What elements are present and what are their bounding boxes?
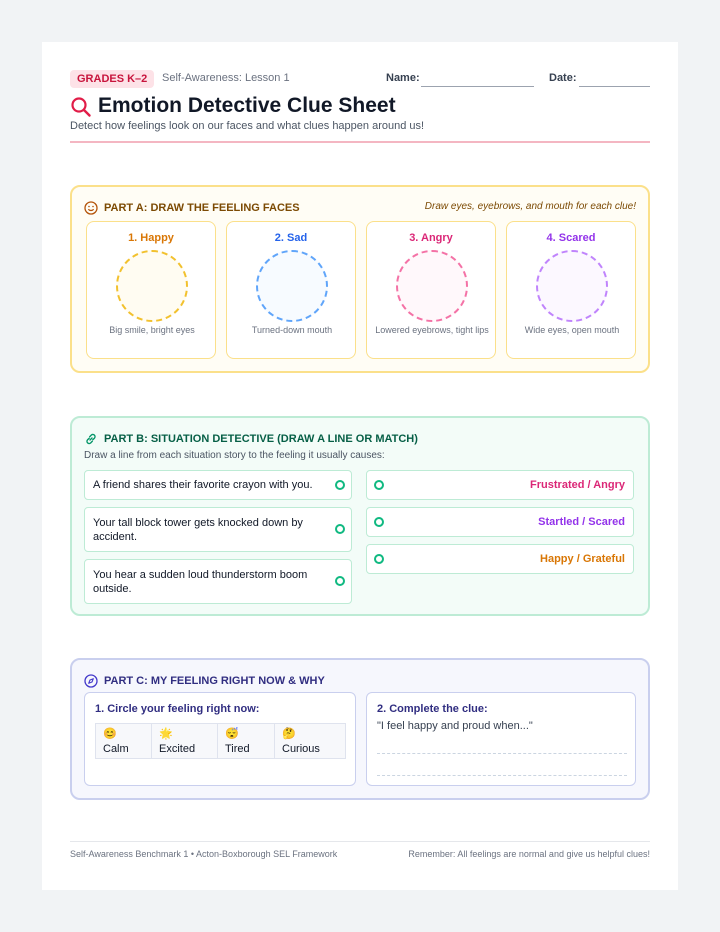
part-b-section <box>70 416 650 616</box>
magnifier-icon <box>70 96 92 118</box>
feeling-label: Startled / Scared <box>538 516 625 528</box>
match-dot[interactable] <box>335 576 345 586</box>
situation-card <box>84 559 352 604</box>
face-drawing-area[interactable] <box>256 250 328 322</box>
part-b-title: PART B: SITUATION DETECTIVE (DRAW A LINE OR MATCH) <box>104 433 418 445</box>
option-label: Tired <box>225 743 250 755</box>
part-b-instruction: Draw a line from each situation story to the feeling it usually causes: <box>84 450 385 461</box>
face-hint: Turned-down mouth <box>251 325 333 335</box>
worksheet-page <box>42 42 678 890</box>
feeling-label: Happy / Grateful <box>540 553 625 565</box>
feeling-label: Frustrated / Angry <box>530 479 625 491</box>
feeling-card <box>366 544 634 574</box>
link-icon <box>84 432 98 446</box>
face-drawing-area[interactable] <box>396 250 468 322</box>
face-hint: Wide eyes, open mouth <box>524 325 620 335</box>
clue-card <box>366 692 636 786</box>
part-c-section <box>70 658 650 800</box>
face-label: 4. Scared <box>546 232 596 244</box>
situation-text: You hear a sudden loud thunderstorm boom outside. <box>93 568 308 595</box>
part-a-instruction: Draw eyes, eyebrows, and mouth for each clue! <box>424 201 636 212</box>
face-drawing-area[interactable] <box>116 250 188 322</box>
compass-icon <box>84 674 98 688</box>
option-label: Curious <box>282 743 320 755</box>
header-row <box>70 70 650 88</box>
part-a-section <box>70 185 650 373</box>
face-label: 1. Happy <box>128 232 174 244</box>
face-hint: Big smile, bright eyes <box>109 325 195 335</box>
name-field[interactable] <box>421 86 534 87</box>
feeling-option-curious[interactable] <box>274 723 346 759</box>
date-field[interactable] <box>579 86 650 87</box>
face-card-scared <box>506 221 636 359</box>
lesson-label: Self-Awareness: Lesson 1 <box>162 72 290 84</box>
clue-prompt: "I feel happy and proud when..." <box>377 720 533 732</box>
clue-heading: 2. Complete the clue: <box>377 703 488 715</box>
face-hint: Lowered eyebrows, tight lips <box>375 325 489 335</box>
situation-text: Your tall block tower gets knocked down by accident. <box>93 516 303 543</box>
match-dot[interactable] <box>374 554 384 564</box>
grade-badge: GRADES K–2 <box>70 70 154 88</box>
feeling-circle-card <box>84 692 356 786</box>
footer-divider <box>70 841 650 842</box>
match-dot[interactable] <box>335 480 345 490</box>
feeling-card <box>366 470 634 500</box>
situation-card <box>84 470 352 500</box>
footer-right: Remember: All feelings are normal and give us helpful clues! <box>408 849 650 859</box>
face-card-sad <box>226 221 356 359</box>
calm-emoji-icon: 😊 <box>103 728 117 740</box>
circle-heading: 1. Circle your feeling right now: <box>95 703 260 715</box>
name-label: Name: <box>386 72 420 84</box>
smiley-icon <box>84 201 98 215</box>
sleepy-emoji-icon: 😴 <box>225 728 239 740</box>
face-label: 3. Angry <box>409 232 453 244</box>
title-divider <box>70 141 650 143</box>
part-c-title: PART C: MY FEELING RIGHT NOW & WHY <box>104 675 325 687</box>
feeling-option-tired[interactable] <box>217 723 275 759</box>
face-label: 2. Sad <box>274 232 308 244</box>
star-emoji-icon: 🌟 <box>159 728 173 740</box>
option-label: Excited <box>159 743 196 755</box>
situation-text: A friend shares their favorite crayon with you. <box>93 479 313 491</box>
face-drawing-area[interactable] <box>536 250 608 322</box>
feeling-card <box>366 507 634 537</box>
page-title: Emotion Detective Clue Sheet <box>98 94 396 117</box>
thinking-emoji-icon: 🤔 <box>282 728 296 740</box>
writing-line[interactable] <box>377 775 627 776</box>
match-dot[interactable] <box>335 524 345 534</box>
match-dot[interactable] <box>374 480 384 490</box>
match-dot[interactable] <box>374 517 384 527</box>
date-label: Date: <box>549 72 577 84</box>
situation-card <box>84 507 352 552</box>
feeling-option-excited[interactable] <box>151 723 218 759</box>
writing-line[interactable] <box>377 753 627 754</box>
feeling-option-calm[interactable] <box>95 723 152 759</box>
part-a-title: PART A: DRAW THE FEELING FACES <box>104 202 300 214</box>
face-card-happy <box>86 221 216 359</box>
face-card-angry <box>366 221 496 359</box>
option-label: Calm <box>103 743 129 755</box>
page-subtitle: Detect how feelings look on our faces and what clues happen around us! <box>70 120 425 132</box>
footer-left: Self-Awareness Benchmark 1 • Acton-Boxborough SEL Framework <box>70 849 338 859</box>
